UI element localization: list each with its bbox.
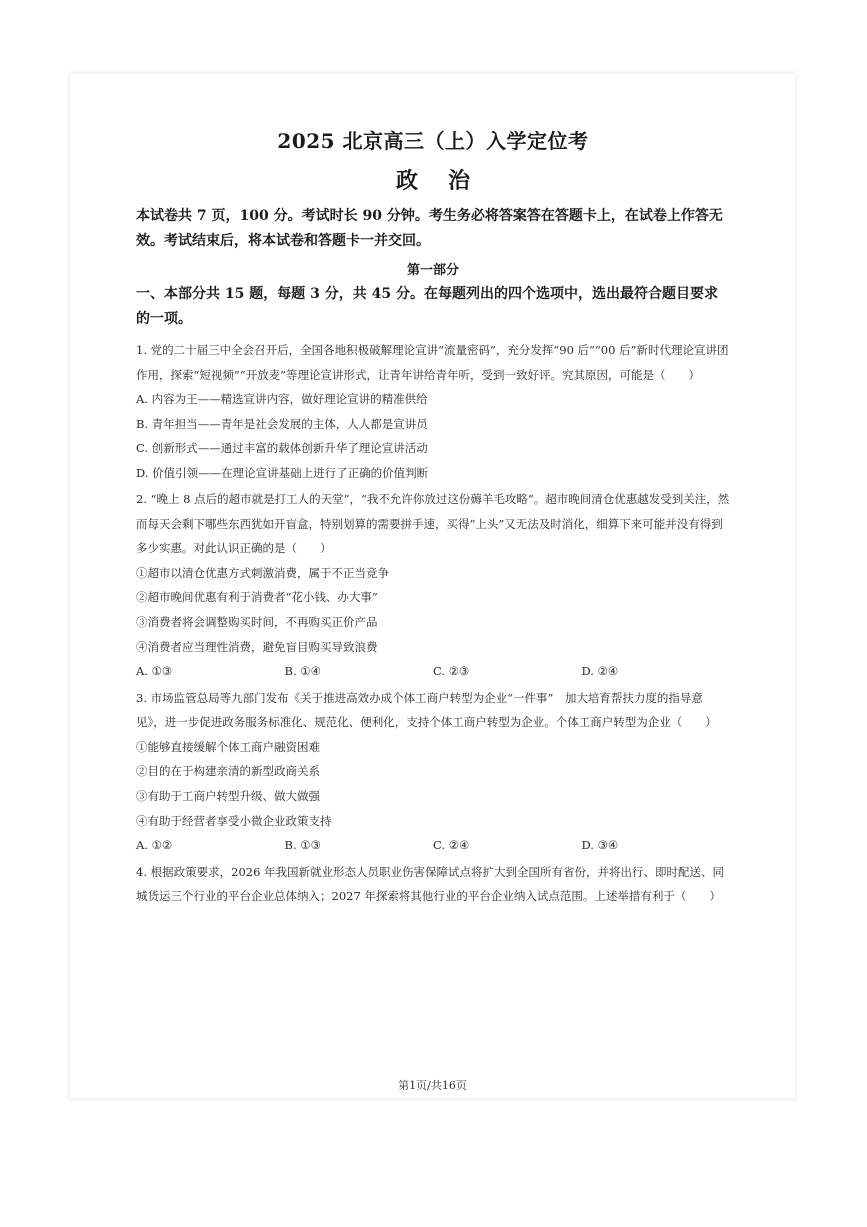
document-page [70, 74, 795, 1098]
question-3-statement-4: ④有助于经营者享受小微企业政策支持 [136, 813, 332, 828]
question-2-choice-a: A. ①③ [136, 664, 173, 679]
exam-intro: 本试卷共 7 页，100 分。考试时长 90 分钟。考生务必将答案答在答题卡上，在试卷上作答无效。考试结束后，将本试卷和答题卡一并交回。 [136, 208, 723, 249]
question-3-choices [136, 833, 730, 858]
subject-title: 政治 [395, 168, 500, 194]
question-3-choice-c: C. ②④ [433, 838, 470, 853]
question-2-statement-1: ①超市以清仓优惠方式刺激消费，属于不正当竞争 [136, 565, 389, 580]
question-2-statement-3: ③消费者将会调整购买时间，不再购买正价产品 [136, 615, 378, 630]
question-1-option-d: D. 价值引领——在理论宣讲基础上进行了正确的价值判断 [136, 465, 429, 480]
question-2-choice-c: C. ②③ [433, 664, 470, 679]
question-2-statement-4: ④消费者应当理性消费，避免盲目购买导致浪费 [136, 639, 378, 654]
question-1-option-b: B. 青年担当——青年是社会发展的主体，人人都是宣讲员 [136, 416, 428, 431]
question-2-choices [136, 659, 730, 684]
question-3-statement-1: ①能够直接缓解个体工商户融资困难 [136, 739, 320, 754]
section-instruction: 一、本部分共 15 题，每题 3 分，共 45 分。在每题列出的四个选项中，选出最符合题目要求的一项。 [136, 286, 718, 327]
page-content [136, 126, 730, 909]
question-3-choice-b: B. ①③ [284, 838, 321, 853]
part-heading: 第一部分 [406, 263, 459, 278]
question-3-choice-d: D. ③④ [581, 838, 619, 853]
question-2-choice-b: B. ①④ [284, 664, 321, 679]
question-3-choice-a: A. ①② [136, 838, 173, 853]
question-2-stem: 2. “晚上 8 点后的超市就是打工人的天堂”，“我不允许你放过这份薅羊毛攻略”。超市晚间清仓优惠越发受到关注，然而每天会剩下哪些东西犹如开盲盒，特别划算的需要拼手速，买得“上头”又无法及时消化，细算下来可能并没有得到多少实惠。对此认识正确的是（ ） [136, 492, 730, 556]
question-1-option-a: A. 内容为王——精选宣讲内容，做好理论宣讲的精准供给 [136, 392, 428, 406]
question-1-option-c: C. 创新形式——通过丰富的载体创新升华了理论宣讲活动 [136, 441, 428, 456]
question-4-stem: 4. 根据政策要求，2026 年我国新就业形态人员职业伤害保障试点将扩大到全国所有省份，并将出行、即时配送、同城货运三个行业的平台企业总体纳入；2027 年探索将其他行业的平台企业纳入试点范围。上述举措有利于（ ） [136, 864, 725, 904]
question-3-stem: 3. 市场监管总局等九部门发布《关于推进高效办成个体工商户转型为企业“一件事” 加大培育帮扶力度的指导意见》，进一步促进政务服务标准化、规范化、便利化，支持个体工商户转型为企业。个体工商户转型为企业（ ） [136, 690, 717, 730]
question-1-stem: 1. 党的二十届三中全会召开后，全国各地积极破解理论宣讲“流量密码”，充分发挥“90 后”“00 后”新时代理论宣讲团作用，探索“短视频”“开放麦”等理论宣讲形式，让青年讲给青年听，受到一致好评。究其原因，可能是（ ） [136, 343, 729, 382]
exam-title: 2025 北京高三（上）入学定位考 [277, 129, 589, 153]
question-2-choice-d: D. ②④ [581, 664, 619, 679]
question-3-statement-3: ③有助于工商户转型升级、做大做强 [136, 789, 320, 804]
question-3-statement-2: ②目的在于构建亲清的新型政商关系 [136, 764, 320, 779]
question-2-statement-2: ②超市晚间优惠有利于消费者“花小钱、办大事” [136, 590, 378, 605]
page-footer: 第1页/共16页 [398, 1079, 467, 1092]
